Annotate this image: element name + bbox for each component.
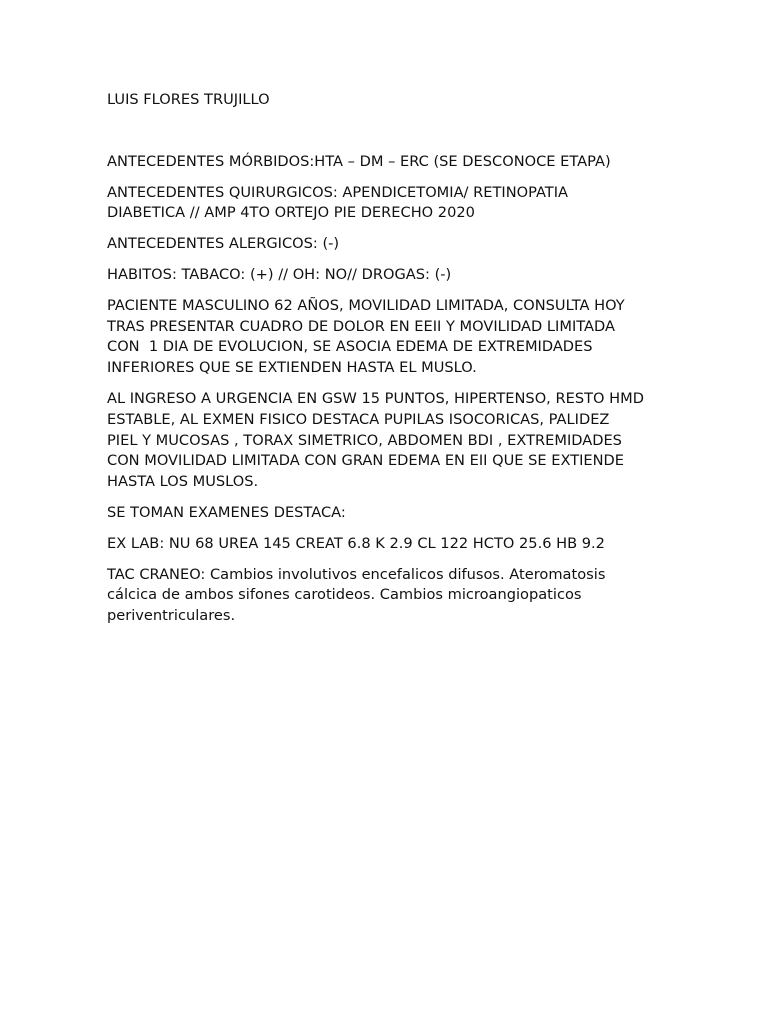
examenes-laboratorio: EX LAB: NU 68 UREA 145 CREAT 6.8 K 2.9 CL 122 HCTO 25.6 HB 9.2 [107, 534, 605, 552]
motivo-consulta: PACIENTE MASCULINO 62 AÑOS, MOVILIDAD LIMITADA, CONSULTA HOY TRAS PRESENTAR CUADRO DE DOLOR EN EEII Y MOVILIDAD LIMITADA CON 1 DIA DE EVOLUCION, SE ASOCIA EDEMA DE EXTREMIDADES INFERIORES QUE SE EXTIENDEN HASTA EL MUSLO. [107, 296, 625, 377]
document-page [107, 90, 687, 637]
ingreso-urgencia: AL INGRESO A URGENCIA EN GSW 15 PUNTOS, HIPERTENSO, RESTO HMD ESTABLE, AL EXMEN FISICO DESTACA PUPILAS ISOCORICAS, PALIDEZ PIEL Y MUCOSAS , TORAX SIMETRICO, ABDOMEN BDI , EXTREMIDADES CON MOVILIDAD LIMITADA CON GRAN EDEMA EN EII QUE SE EXTIENDE HASTA LOS MUSLOS. [107, 389, 644, 491]
antecedentes-morbidos: ANTECEDENTES MÓRBIDOS:HTA – DM – ERC (SE DESCONOCE ETAPA) [107, 152, 611, 170]
habitos: HABITOS: TABACO: (+) // OH: NO// DROGAS: (-) [107, 265, 452, 283]
antecedentes-quirurgicos: ANTECEDENTES QUIRURGICOS: APENDICETOMIA/ RETINOPATIA DIABETICA // AMP 4TO ORTEJO PIE DERECHO 2020 [107, 183, 569, 222]
antecedentes-alergicos: ANTECEDENTES ALERGICOS: (-) [107, 235, 340, 253]
tac-craneo: TAC CRANEO: Cambios involutivos encefalicos difusos. Ateromatosis cálcica de ambos sifones carotideos. Cambios microangiopaticos periventriculares. [107, 565, 606, 625]
examenes-intro: SE TOMAN EXAMENES DESTACA: [107, 503, 346, 521]
patient-name: LUIS FLORES TRUJILLO [107, 91, 270, 108]
